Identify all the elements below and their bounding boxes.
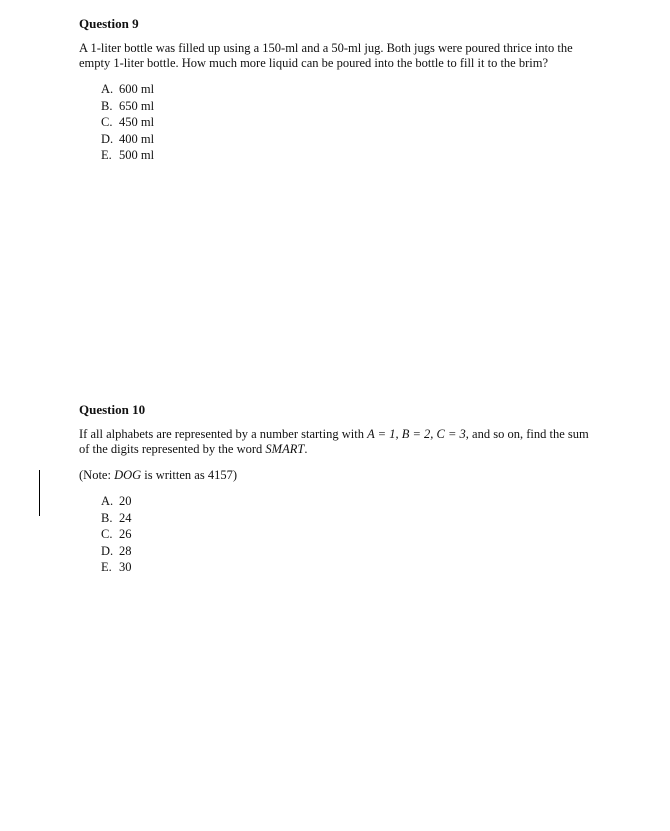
- question-text-part: , and so on, find the sum of the digits represented by the word: [79, 427, 589, 456]
- choice-letter: A.: [101, 494, 114, 508]
- math-expression: SMART: [265, 442, 305, 456]
- choice-value: 500 ml: [119, 148, 155, 162]
- answer-choice: [101, 559, 599, 576]
- math-expression: DOG: [114, 468, 142, 482]
- question-10: [79, 402, 599, 576]
- answer-choice: [101, 543, 599, 560]
- question-text-part: If all alphabets are represented by a number starting with: [79, 427, 368, 441]
- question-9: [79, 16, 599, 164]
- choice-letter: C.: [101, 527, 113, 541]
- question-note: [79, 468, 599, 483]
- choice-value: 650 ml: [119, 98, 155, 113]
- choice-value: 24: [119, 510, 132, 525]
- answer-choice: [101, 131, 599, 148]
- choice-value: 20: [119, 494, 132, 508]
- choice-letter: B.: [101, 98, 113, 113]
- answer-choice: [101, 98, 599, 115]
- answer-choice: [101, 114, 599, 131]
- question-text: A 1-liter bottle was filled up using a 150-ml and a 50-ml jug. Both jugs were poured thrice into the empty 1-liter bottle. How much more liquid can be poured into the bottle to fill it to the brim?: [79, 41, 573, 70]
- question-title: Question 9: [79, 16, 139, 31]
- choice-letter: E.: [101, 560, 112, 574]
- note-text-part: is written as 4157): [141, 468, 237, 482]
- choice-letter: E.: [101, 148, 112, 162]
- answer-choice: [101, 81, 599, 98]
- answer-choice: [101, 526, 599, 543]
- choice-letter: B.: [101, 510, 113, 525]
- answer-choice: [101, 493, 599, 510]
- question-text-part: .: [304, 442, 308, 456]
- choice-value: 450 ml: [119, 115, 155, 129]
- choice-value: 28: [119, 543, 132, 558]
- answer-choice: [101, 147, 599, 164]
- question-text: [79, 427, 599, 457]
- choice-letter: A.: [101, 82, 114, 96]
- answer-choice: [101, 510, 599, 527]
- math-expression: A = 1, B = 2, C = 3: [367, 427, 466, 441]
- choice-value: 26: [119, 527, 132, 541]
- answer-choices: [101, 493, 599, 576]
- question-title: Question 10: [79, 402, 146, 417]
- choice-value: 30: [119, 560, 132, 574]
- answer-choices: [101, 81, 599, 164]
- note-text-part: (Note:: [79, 468, 115, 482]
- choice-value: 600 ml: [119, 82, 155, 96]
- choice-value: 400 ml: [119, 131, 155, 146]
- choice-letter: C.: [101, 115, 113, 129]
- choice-letter: D.: [101, 543, 114, 558]
- choice-letter: D.: [101, 131, 114, 146]
- text-cursor: [39, 470, 40, 516]
